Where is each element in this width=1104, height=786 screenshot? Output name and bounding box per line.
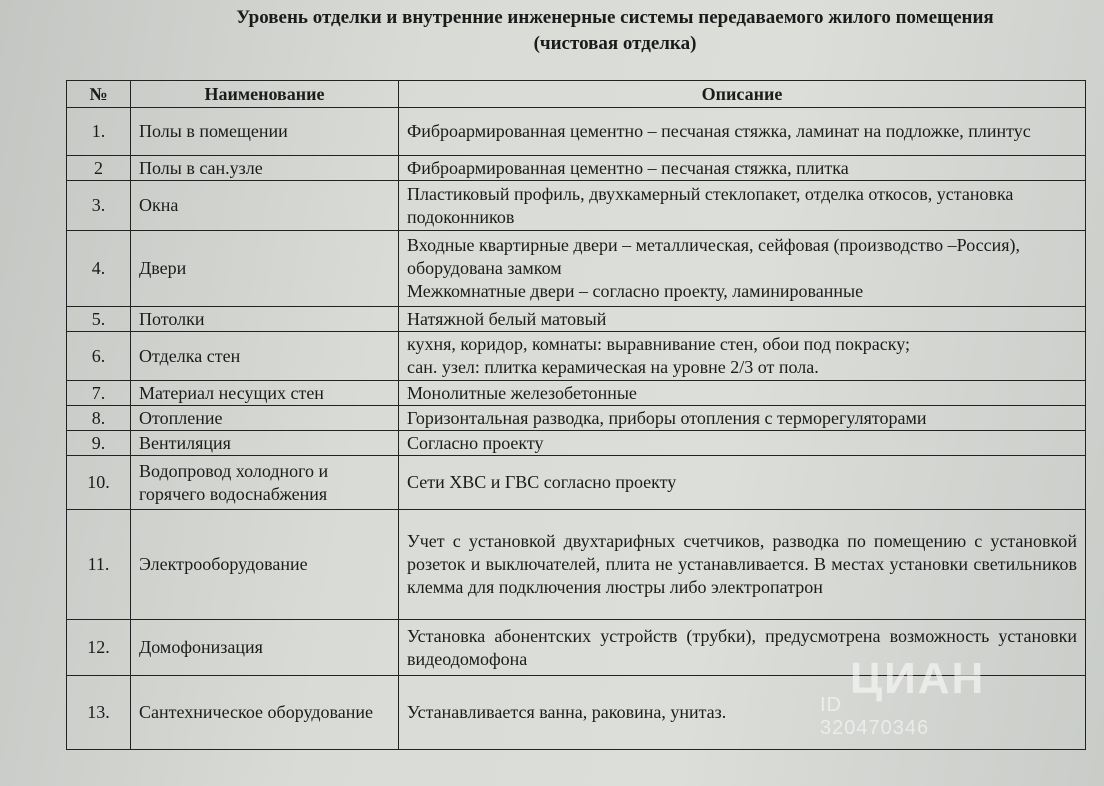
watermark-logo: ЦИАН [850,654,986,703]
row-name: Отделка стен [131,332,399,381]
row-name: Водопровод холодного и горячего водоснабжения [131,456,399,510]
row-desc: Монолитные железобетонные [399,381,1086,406]
row-desc: Сети ХВС и ГВС согласно проекту [399,456,1086,510]
table-row [67,406,1086,431]
row-num: 3. [67,181,131,231]
watermark-id: ID 320470346 [820,694,930,739]
row-num: 11. [67,510,131,620]
row-name: Домофонизация [131,620,399,676]
table-row [67,381,1086,406]
row-name: Материал несущих стен [131,381,399,406]
document-title: Уровень отделки и внутренние инженерные системы передаваемого жилого помещения [236,7,994,28]
row-desc: Пластиковый профиль, двухкамерный стеклопакет, отделка откосов, установка подоконников [399,181,1086,231]
row-name: Отопление [131,406,399,431]
row-desc: Натяжной белый матовый [399,307,1086,332]
header-num: № [67,81,131,108]
row-name: Двери [131,231,399,307]
document-subtitle: (чистовая отделка) [533,33,697,54]
row-num: 6. [67,332,131,381]
finishing-table [66,80,1086,750]
row-num: 8. [67,406,131,431]
row-num: 10. [67,456,131,510]
row-num: 7. [67,381,131,406]
table-row [67,108,1086,156]
row-num: 1. [67,108,131,156]
table-row [67,307,1086,332]
row-desc: Фиброармированная цементно – песчаная стяжка, ламинат на подложке, плинтус [399,108,1086,156]
row-name: Полы в помещении [131,108,399,156]
table-row [67,431,1086,456]
row-desc: Устанавливается ванна, раковина, унитаз. [399,676,1086,750]
header-desc: Описание [399,81,1086,108]
header-name: Наименование [131,81,399,108]
row-num: 13. [67,676,131,750]
table-row [67,181,1086,231]
table-row [67,332,1086,381]
row-name: Сантехническое оборудование [131,676,399,750]
row-desc: кухня, коридор, комнаты: выравнивание стен, обои под покраску; сан. узел: плитка керамическая на уровне 2/3 от пола. [399,332,1086,381]
row-name: Потолки [131,307,399,332]
row-num: 5. [67,307,131,332]
row-desc: Согласно проекту [399,431,1086,456]
row-desc: Фиброармированная цементно – песчаная стяжка, плитка [399,156,1086,181]
row-num: 12. [67,620,131,676]
table-header-row [67,81,1086,108]
row-desc: Учет с установкой двухтарифных счетчиков, разводка по помещению с установкой розеток и выключателей, плита не устанавливается. В местах установки светильников клемма для подключения люстры либо электропатрон [399,510,1086,620]
table-row [67,156,1086,181]
row-num: 9. [67,431,131,456]
row-name: Вентиляция [131,431,399,456]
row-num: 4. [67,231,131,307]
table-row [67,231,1086,307]
row-name: Полы в сан.узле [131,156,399,181]
row-num: 2 [67,156,131,181]
row-desc: Горизонтальная разводка, приборы отопления с терморегуляторами [399,406,1086,431]
row-name: Электрооборудование [131,510,399,620]
table-row [67,456,1086,510]
row-name: Окна [131,181,399,231]
row-desc: Входные квартирные двери – металлическая, сейфовая (производство –Россия), оборудована замком Межкомнатные двери – согласно проекту, ламинированные [399,231,1086,307]
table-row [67,510,1086,620]
row-desc: Установка абонентских устройств (трубки), предусмотрена возможность установки видеодомофона [399,620,1086,676]
